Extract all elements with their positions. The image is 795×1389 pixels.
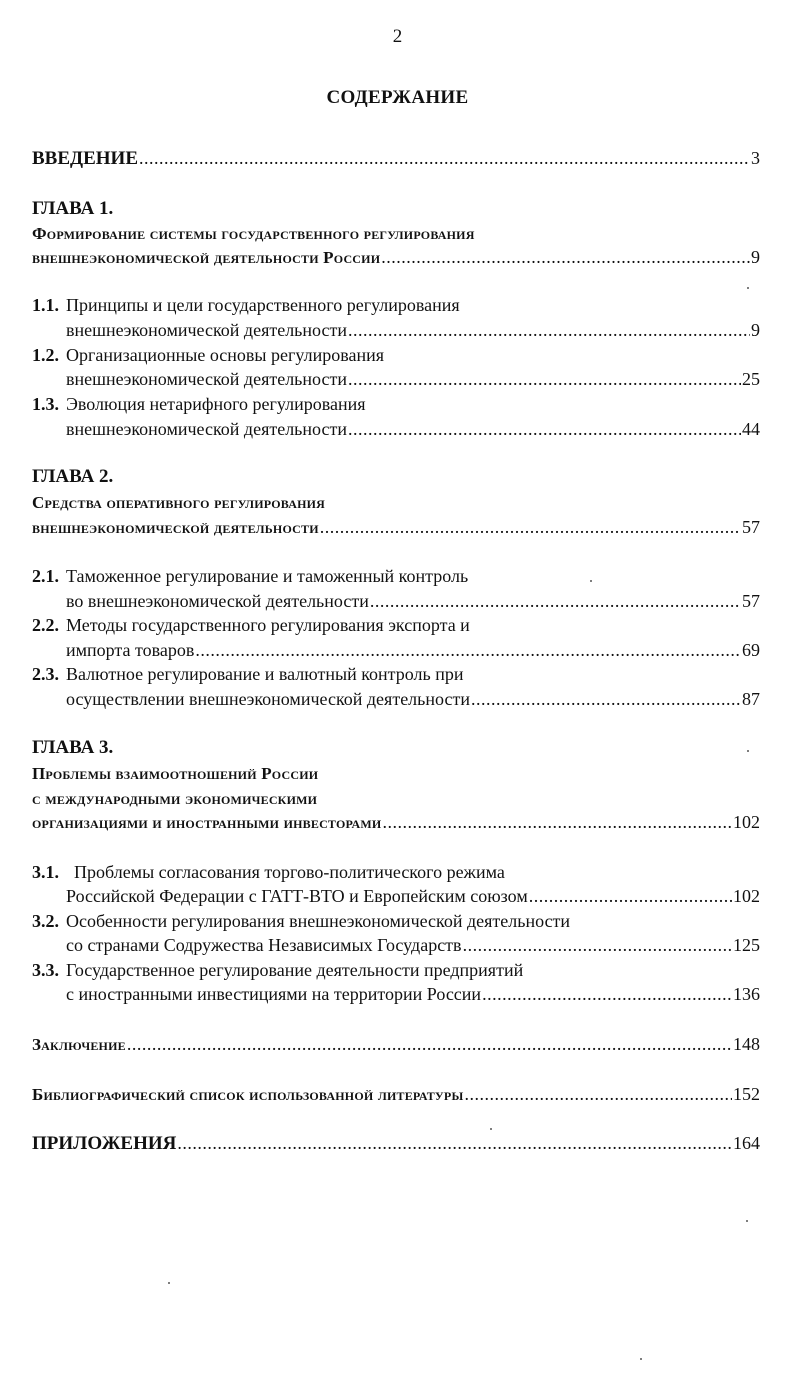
section-title: Таможенное регулирование и таможенный контроль — [66, 566, 469, 586]
scan-speck — [746, 1220, 748, 1222]
toc-entry-chapter2[interactable] — [32, 515, 760, 540]
scan-speck — [490, 1128, 492, 1130]
toc-entry-intro[interactable] — [32, 146, 760, 171]
scan-speck — [640, 1358, 642, 1360]
section-number: 3.2. — [32, 911, 59, 931]
section-1-1-line1 — [32, 293, 760, 317]
scan-speck — [168, 1282, 170, 1284]
section-page: 69 — [742, 640, 760, 660]
section-page: 87 — [742, 689, 760, 709]
section-title-cont: с иностранными инвестициями на территории России — [66, 984, 482, 1004]
leader-dots — [482, 982, 732, 1006]
toc-entry-section-1-2[interactable] — [32, 367, 760, 391]
section-title-cont: внешнеэкономической деятельности — [66, 320, 347, 340]
section-title: Проблемы согласования торгово-политического режима — [74, 862, 505, 882]
chapter1-title-line2: внешнеэкономической деятельности России — [32, 248, 381, 267]
chapter2-title-line1: Средства оперативного регулирования — [32, 493, 326, 512]
section-page: 57 — [742, 591, 760, 611]
section-3-2-line1 — [32, 909, 760, 933]
conclusion-page: 148 — [733, 1034, 760, 1054]
leader-dots — [464, 1082, 732, 1106]
section-1-3-line1 — [32, 392, 760, 416]
section-2-3-line1 — [32, 662, 760, 686]
leader-dots — [471, 687, 741, 711]
toc-entry-section-3-2[interactable] — [32, 933, 760, 957]
chapter3-title-line1: Проблемы взаимоотношений России — [32, 764, 319, 783]
section-page: 25 — [742, 369, 760, 389]
leader-dots — [177, 1131, 732, 1155]
leader-dots — [348, 367, 741, 391]
leader-dots — [139, 146, 750, 170]
toc-entry-section-2-3[interactable] — [32, 687, 760, 711]
chapter3-title-line2: с международными экономическими — [32, 789, 318, 808]
leader-dots — [381, 245, 750, 269]
leader-dots — [127, 1032, 732, 1056]
chapter3-heading: ГЛАВА 3. — [32, 737, 114, 758]
section-title-cont: внешнеэкономической деятельности — [66, 419, 347, 439]
section-number: 1.1. — [32, 295, 59, 315]
section-title: Методы государственного регулирования экспорта и — [66, 615, 470, 635]
leader-dots — [382, 810, 732, 834]
section-page: 136 — [733, 984, 760, 1004]
leader-dots — [195, 638, 741, 662]
intro-label: ВВЕДЕНИЕ — [32, 148, 138, 169]
scan-speck — [747, 750, 749, 752]
chapter1-heading: ГЛАВА 1. — [32, 198, 114, 219]
section-number: 1.3. — [32, 394, 59, 414]
chapter3-page: 102 — [733, 812, 760, 832]
section-number: 2.3. — [32, 664, 59, 684]
section-number: 3.1. — [32, 862, 59, 882]
toc-entry-section-2-1[interactable] — [32, 589, 760, 613]
section-title-cont: Российской Федерации с ГАТТ-ВТО и Европейским союзом — [66, 886, 528, 906]
section-title-cont: осуществлении внешнеэкономической деятельности — [66, 689, 470, 709]
section-number: 2.1. — [32, 566, 59, 586]
toc-title: СОДЕРЖАНИЕ — [326, 87, 469, 108]
section-title-cont: импорта товаров — [66, 640, 195, 660]
toc-entry-section-3-1[interactable] — [32, 884, 760, 908]
toc-entry-section-1-1[interactable] — [32, 318, 760, 342]
chapter2-title-line2: внешнеэкономической деятельности — [32, 518, 319, 537]
chapter1-page: 9 — [751, 247, 760, 267]
leader-dots — [370, 589, 741, 613]
section-title: Эволюция нетарифного регулирования — [66, 394, 366, 414]
toc-entry-chapter3[interactable] — [32, 810, 760, 835]
leader-dots — [348, 318, 750, 342]
toc-entry-section-3-3[interactable] — [32, 982, 760, 1006]
appendices-page: 164 — [733, 1133, 760, 1153]
section-page: 102 — [733, 886, 760, 906]
section-title: Принципы и цели государственного регулирования — [66, 295, 460, 315]
leader-dots — [320, 515, 741, 539]
section-2-1-line1 — [32, 564, 760, 588]
toc-entry-bibliography[interactable] — [32, 1082, 760, 1107]
scan-speck — [590, 580, 592, 582]
section-title: Организационные основы регулирования — [66, 345, 385, 365]
scan-speck — [747, 287, 749, 289]
toc-entry-conclusion[interactable] — [32, 1032, 760, 1057]
section-number: 1.2. — [32, 345, 59, 365]
section-page: 9 — [751, 320, 760, 340]
toc-entry-section-2-2[interactable] — [32, 638, 760, 662]
toc-entry-chapter1[interactable] — [32, 245, 760, 270]
section-number: 3.3. — [32, 960, 59, 980]
leader-dots — [348, 417, 741, 441]
page-number: 2 — [392, 26, 403, 47]
section-page: 44 — [742, 419, 760, 439]
appendices-label: ПРИЛОЖЕНИЯ — [32, 1133, 177, 1154]
section-title-cont: со странами Содружества Независимых Государств — [66, 935, 462, 955]
leader-dots — [529, 884, 732, 908]
section-title: Валютное регулирование и валютный контроль при — [66, 664, 464, 684]
chapter3-title-line3: организациями и иностранными инвесторами — [32, 813, 382, 832]
bibliography-label: Библиографический список использованной литературы — [32, 1085, 464, 1104]
chapter2-heading: ГЛАВА 2. — [32, 466, 114, 487]
section-3-1-line1 — [32, 860, 760, 884]
bibliography-page: 152 — [733, 1084, 760, 1104]
section-title-cont: во внешнеэкономической деятельности — [66, 591, 369, 611]
section-1-2-line1 — [32, 343, 760, 367]
section-2-2-line1 — [32, 613, 760, 637]
conclusion-label: Заключение — [32, 1035, 126, 1054]
section-3-3-line1 — [32, 958, 760, 982]
section-title: Особенности регулирования внешнеэкономической деятельности — [66, 911, 571, 931]
intro-page: 3 — [751, 148, 760, 168]
toc-entry-appendices[interactable] — [32, 1131, 760, 1156]
toc-entry-section-1-3[interactable] — [32, 417, 760, 441]
chapter1-title-line1: Формирование системы государственного регулирования — [32, 224, 475, 243]
section-number: 2.2. — [32, 615, 59, 635]
leader-dots — [463, 933, 732, 957]
section-title: Государственное регулирование деятельности предприятий — [66, 960, 524, 980]
chapter2-page: 57 — [742, 517, 760, 537]
section-page: 125 — [733, 935, 760, 955]
section-title-cont: внешнеэкономической деятельности — [66, 369, 347, 389]
